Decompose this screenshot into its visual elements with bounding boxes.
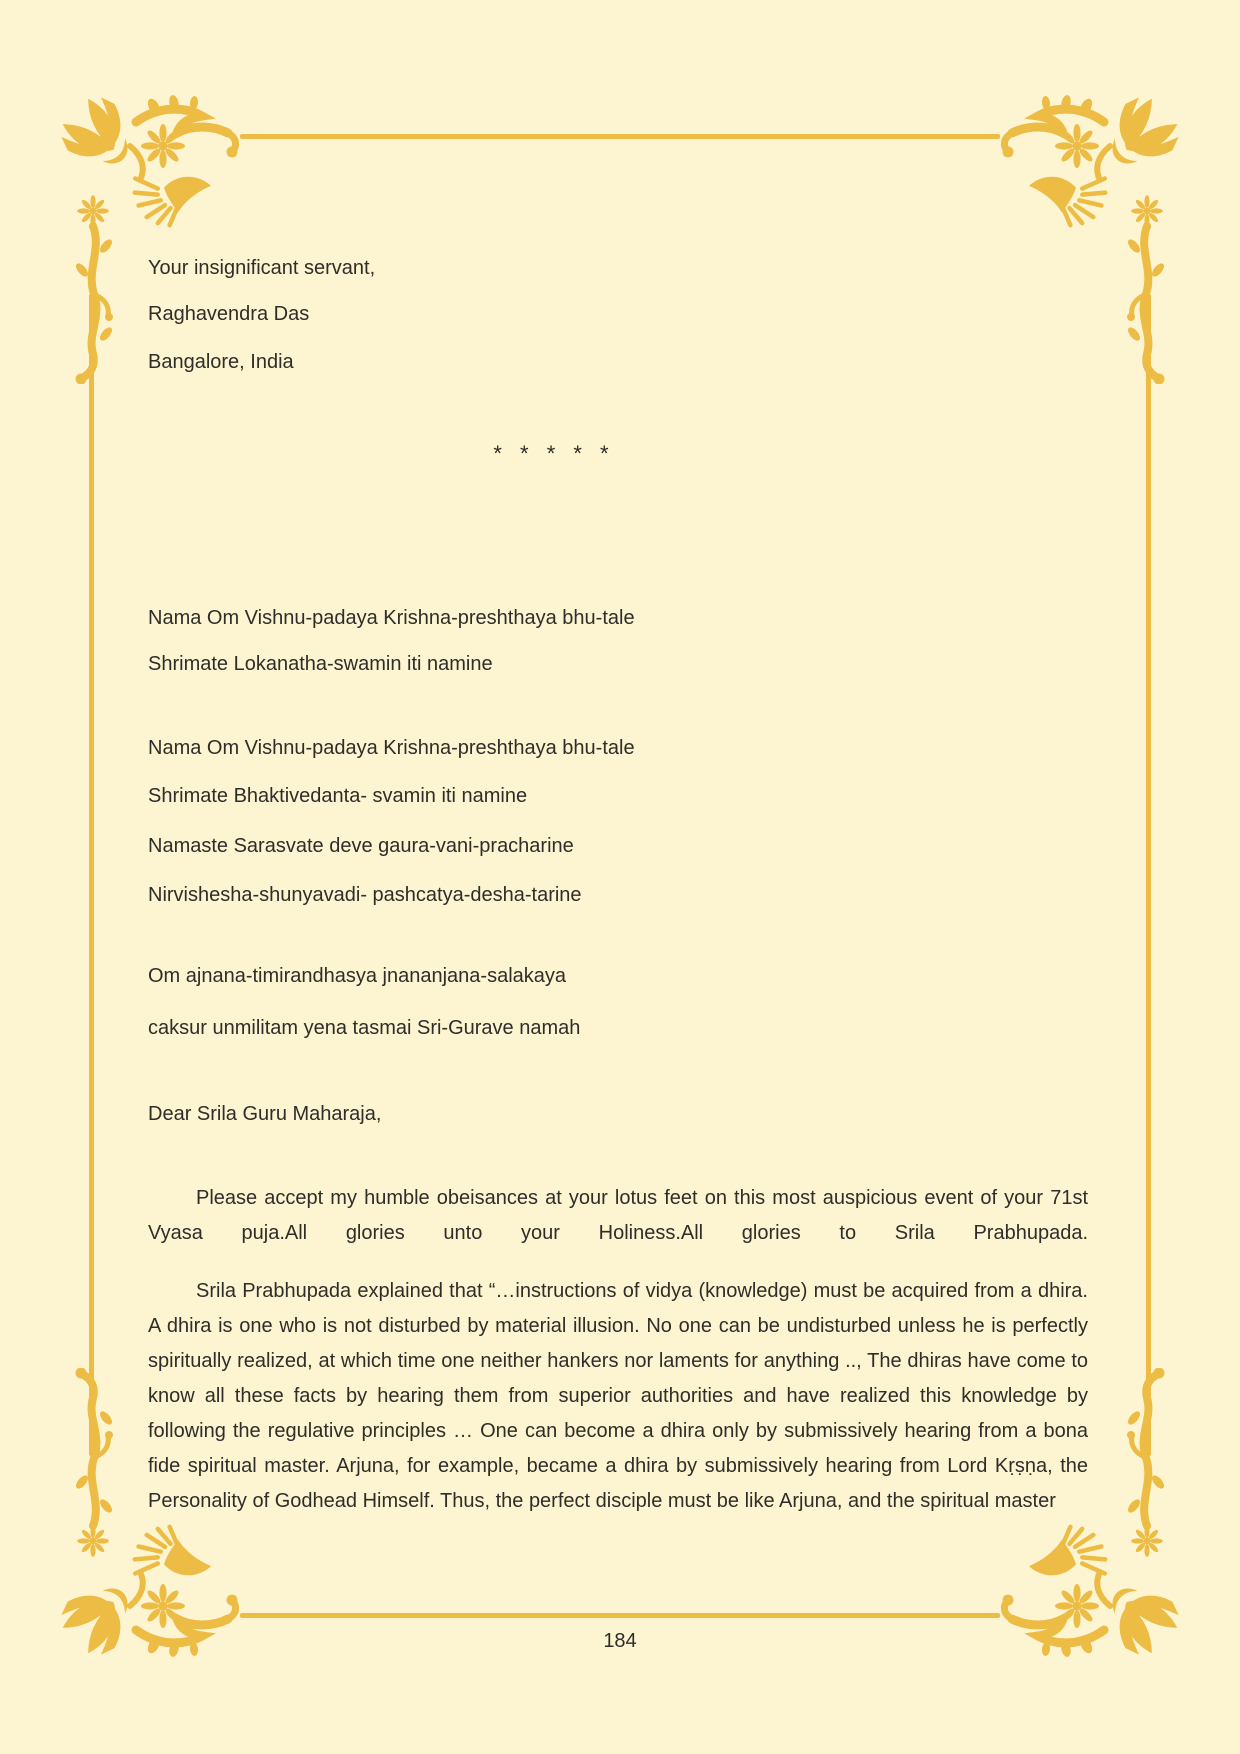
mantra-guru-line-2: caksur unmilitam yena tasmai Sri-Gurave namah: [148, 1017, 581, 1039]
signature-line-2: Raghavendra Das: [148, 303, 310, 325]
signature-line-3: Bangalore, India: [148, 351, 294, 373]
border-line-left: [89, 294, 94, 1456]
mantra-prabhupada-line-1: Nama Om Vishnu-padaya Krishna-preshthaya bhu-tale: [148, 737, 635, 759]
section-separator-stars: * * * * *: [493, 441, 615, 466]
page-number: 184: [603, 1630, 637, 1652]
mantra-prabhupada-line-3: Namaste Sarasvate deve gaura-vani-pracharine: [148, 835, 574, 857]
border-line-right: [1146, 294, 1151, 1456]
salutation: Dear Srila Guru Maharaja,: [148, 1103, 382, 1125]
mantra-guru-line-1: Om ajnana-timirandhasya jnananjana-salakaya: [148, 965, 567, 987]
mantra-prabhupada-line-4: Nirvishesha-shunyavadi- pashcatya-desha-tarine: [148, 884, 582, 906]
paragraph-prabhupada-quote: Srila Prabhupada explained that “…instructions of vidya (knowledge) must be acquired from a dhira. A dhira is one who is not disturbed by material illusion. No one can be undisturbed unless he is perfectly spiritually realized, at which time one neither hankers nor laments for anything .., The dhiras have come to know all these facts by hearing them from superior authorities and have realized this knowledge by following the regulative principles … One can become a dhira only by submissively hearing from a bona fide spiritual master. Arjuna, for example, became a dhira by submissively hearing from Lord Kṛṣṇa, the Personality of Godhead Himself. Thus, the perfect disciple must be like Arjuna, and the spiritual master: [148, 1280, 1088, 1512]
mantra-lokanatha-line-2: Shrimate Lokanatha-swamin iti namine: [148, 653, 493, 675]
letter-content: [148, 0, 1088, 1754]
signature-line-1: Your insignificant servant,: [148, 257, 376, 279]
mantra-lokanatha-line-1: Nama Om Vishnu-padaya Krishna-preshthaya bhu-tale: [148, 607, 635, 629]
paragraph-obeisances: Please accept my humble obeisances at your lotus feet on this most auspicious event of your 71st Vyasa puja.All glories unto your Holiness.All glories to Srila Prabhupada.: [148, 1187, 1088, 1244]
mantra-prabhupada-line-2: Shrimate Bhaktivedanta- svamin iti namine: [148, 785, 528, 807]
